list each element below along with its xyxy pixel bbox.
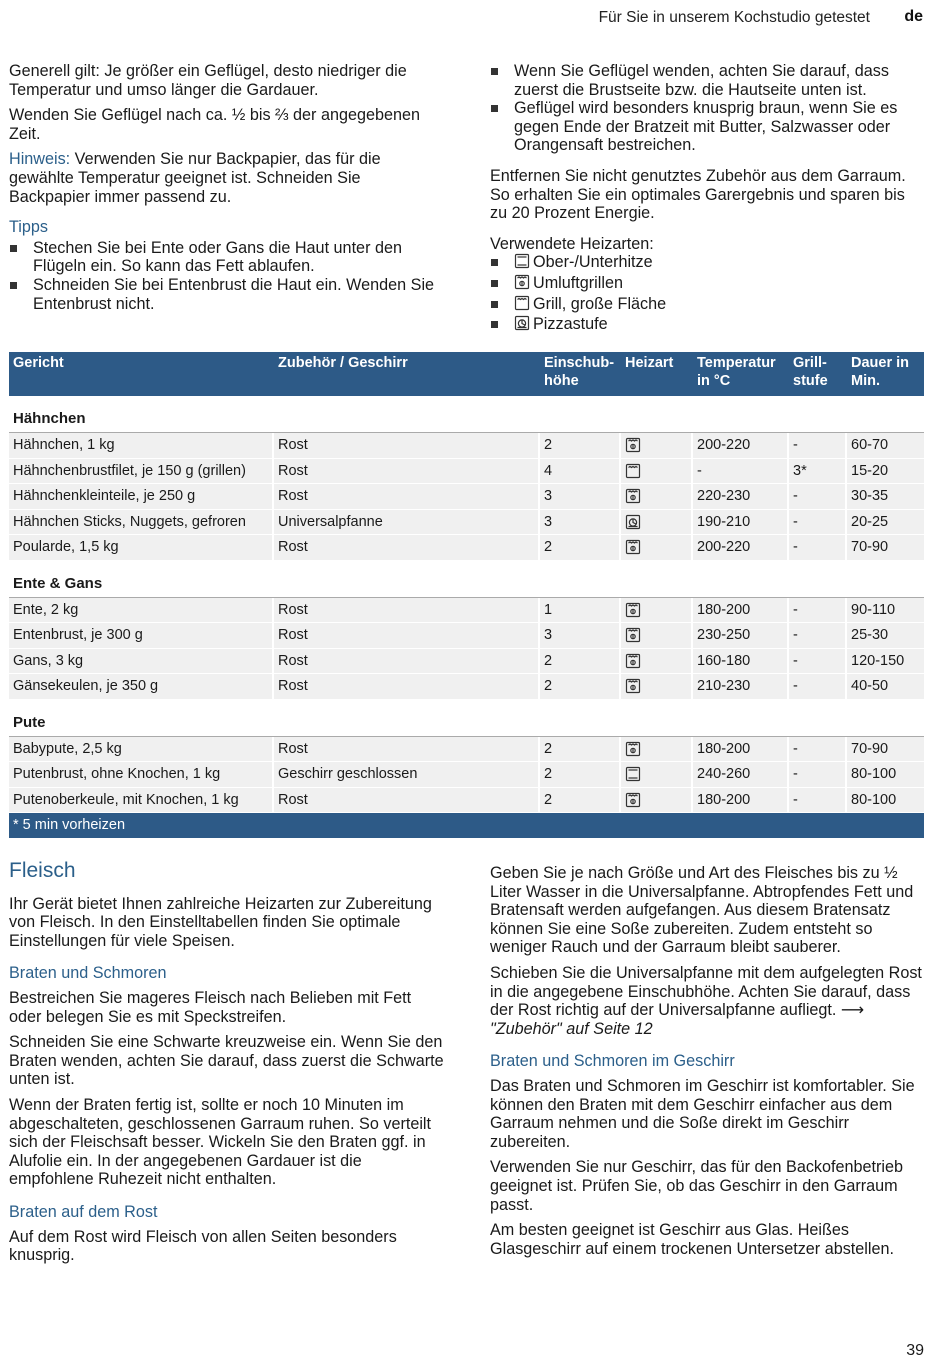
cell-grill: - [789, 433, 847, 459]
cell-accessory: Rost [274, 649, 540, 675]
language-code: de [904, 8, 923, 25]
cell-temperature: 200-220 [693, 535, 789, 561]
grill-grosse-flaeche-icon [514, 295, 530, 316]
list-item: Geflügel wird besonders knusprig braun, wenn Sie es gegen Ende der Bratzeit mit Butter, Salzwasser oder Orangensaft bestreichen. [490, 99, 925, 155]
cell-accessory: Rost [274, 535, 540, 561]
umluftgrillen-icon [625, 488, 641, 504]
paragraph: Wenn der Braten fertig ist, sollte er noch 10 Minuten im abgeschalteten, geschlossenen Garraum ruhen. So verteilt sich der Fleischsaft besser. Wickeln Sie den Braten ggf. in Alufolie ein. In der angegebenen Gardauer ist die empfohlene Ruhezeit nicht enthalten. [9, 1095, 432, 1189]
table-row [9, 535, 924, 561]
cell-dish: Ente, 2 kg [9, 598, 274, 624]
table-row [9, 788, 924, 814]
cell-grill: - [789, 788, 847, 814]
table-row [9, 433, 924, 459]
cell-grill: - [789, 623, 847, 649]
header-mode: Heizart [625, 355, 674, 371]
arrow-icon: ⟶ [840, 1001, 865, 1020]
cell-dish: Putenbrust, ohne Knochen, 1 kg [9, 762, 274, 788]
paragraph: Ihr Gerät bietet Ihnen zahlreiche Heizarten zur Zubereitung von Fleisch. In den Einstelltabellen finden Sie optimale Einstellungen für viele Speisen. [9, 894, 432, 950]
cell-mode [621, 788, 693, 814]
right-bottom-column [490, 864, 925, 1265]
subheading-braten-rost: Braten auf dem Rost [9, 1202, 158, 1221]
table-header-row [9, 352, 924, 396]
cell-dish: Gänsekeulen, je 350 g [9, 674, 274, 700]
heating-modes-list [490, 253, 925, 335]
cell-mode [621, 433, 693, 459]
ober-unterhitze-icon [514, 253, 530, 274]
cell-accessory: Rost [274, 737, 540, 763]
table-group-heading: Ente & Gans [9, 561, 924, 598]
umluftgrillen-icon [625, 741, 641, 757]
cell-level: 2 [540, 674, 621, 700]
cell-level: 2 [540, 762, 621, 788]
cell-time: 25-30 [847, 623, 924, 649]
umluftgrillen-icon [625, 627, 641, 643]
heating-mode-label: Pizzastufe [533, 315, 608, 334]
cell-grill: - [789, 737, 847, 763]
cell-time: 60-70 [847, 433, 924, 459]
cell-temperature: 210-230 [693, 674, 789, 700]
list-item: Schneiden Sie bei Entenbrust die Haut ein. Wenden Sie Entenbrust nicht. [9, 276, 444, 313]
cell-accessory: Rost [274, 788, 540, 814]
cell-level: 2 [540, 433, 621, 459]
cell-level: 3 [540, 510, 621, 536]
cell-grill: - [789, 484, 847, 510]
cell-mode [621, 535, 693, 561]
table-row [9, 649, 924, 675]
umluftgrillen-icon [514, 274, 530, 295]
cell-dish: Gans, 3 kg [9, 649, 274, 675]
heating-mode-item [490, 274, 925, 295]
hint-label: Hinweis: [9, 150, 71, 169]
cell-mode [621, 737, 693, 763]
left-bottom-column [9, 859, 444, 1272]
cell-accessory: Rost [274, 484, 540, 510]
cell-dish: Hähnchenbrustfilet, je 150 g (grillen) [9, 459, 274, 485]
paragraph: Verwenden Sie nur Geschirr, das für den Backofenbetrieb geeignet ist. Prüfen Sie, ob das Geschirr in den Garraum passt. [490, 1158, 904, 1214]
poultry-settings-table [9, 352, 924, 838]
heating-modes-heading: Verwendete Heizarten: [490, 234, 654, 253]
cell-temperature: 190-210 [693, 510, 789, 536]
cell-grill: - [789, 598, 847, 624]
cell-grill: - [789, 674, 847, 700]
umluftgrillen-icon [625, 602, 641, 618]
table-row [9, 459, 924, 485]
cell-level: 2 [540, 649, 621, 675]
paragraph: Schneiden Sie eine Schwarte kreuzweise ein. Wenn Sie den Braten wenden, achten Sie darauf, dass zuerst die Schwarte unten ist. [9, 1033, 444, 1089]
paragraph: Am besten geeignet ist Geschirr aus Glas. Heißes Glasgeschirr auf einem trockenen Untersetzer abstellen. [490, 1221, 894, 1258]
cell-temperature: 200-220 [693, 433, 789, 459]
cell-time: 20-25 [847, 510, 924, 536]
cell-level: 2 [540, 788, 621, 814]
pizzastufe-icon [514, 315, 530, 336]
section-heading-fleisch: Fleisch [9, 859, 76, 882]
cell-level: 3 [540, 623, 621, 649]
table-footnote: * 5 min vorheizen [9, 813, 924, 838]
cell-temperature: 230-250 [693, 623, 789, 649]
right-top-column [490, 62, 925, 343]
cell-accessory: Rost [274, 623, 540, 649]
heating-mode-item [490, 315, 925, 336]
cell-mode [621, 598, 693, 624]
cell-temperature: 160-180 [693, 649, 789, 675]
heating-mode-item [490, 253, 925, 274]
cell-mode [621, 623, 693, 649]
cell-accessory: Rost [274, 433, 540, 459]
cell-temperature: 180-200 [693, 788, 789, 814]
cell-temperature: - [693, 459, 789, 485]
table-group-heading: Pute [9, 700, 924, 737]
table-row [9, 623, 924, 649]
grill-grosse-flaeche-icon [625, 463, 641, 479]
cell-level: 4 [540, 459, 621, 485]
tips-list [9, 239, 444, 313]
paragraph: Bestreichen Sie mageres Fleisch nach Belieben mit Fett oder belegen Sie es mit Speckstreifen. [9, 988, 412, 1026]
cell-mode [621, 674, 693, 700]
heating-mode-item [490, 295, 925, 316]
cell-dish: Hähnchen Sticks, Nuggets, gefroren [9, 510, 274, 536]
header-level: Einschub- höhe [544, 355, 615, 389]
umluftgrillen-icon [625, 437, 641, 453]
cell-dish: Poularde, 1,5 kg [9, 535, 274, 561]
umluftgrillen-icon [625, 792, 641, 808]
cell-time: 40-50 [847, 674, 924, 700]
cell-accessory: Rost [274, 459, 540, 485]
cell-grill: 3* [789, 459, 847, 485]
umluftgrillen-icon [625, 653, 641, 669]
cell-grill: - [789, 535, 847, 561]
running-header-title: Für Sie in unserem Kochstudio getestet [598, 9, 870, 26]
cell-dish: Hähnchenkleinteile, je 250 g [9, 484, 274, 510]
left-top-column [9, 62, 444, 320]
paragraph: Schieben Sie die Universalpfanne mit dem aufgelegten Rost in die angegebene Einschubhöhe. Achten Sie darauf, dass der Rost richtig auf der Universalpfanne aufliegt. ⟶ "Zubehör" auf Seite 12 [490, 963, 922, 1038]
paragraph: Generell gilt: Je größer ein Geflügel, desto niedriger die Temperatur und umso länger die Gardauer. [9, 62, 407, 99]
cell-level: 2 [540, 535, 621, 561]
paragraph: Wenden Sie Geflügel nach ca. ½ bis ⅔ der angegebenen Zeit. [9, 106, 420, 143]
cell-mode [621, 510, 693, 536]
hint-text: Verwenden Sie nur Backpapier, das für die gewählte Temperatur geeignet ist. Schneiden Sie Backpapier immer passend zu. [9, 150, 381, 206]
cell-time: 70-90 [847, 737, 924, 763]
cell-dish: Entenbrust, je 300 g [9, 623, 274, 649]
header-accessory: Zubehör / Geschirr [278, 355, 408, 371]
tips-heading: Tipps [9, 218, 48, 237]
table-body [9, 396, 924, 813]
header-temperature: Temperatur in °C [697, 355, 776, 389]
table-group-heading: Hähnchen [9, 396, 924, 433]
list-item: Stechen Sie bei Ente oder Gans die Haut unter den Flügeln ein. So kann das Fett ablaufen. [9, 239, 444, 276]
cell-grill: - [789, 510, 847, 536]
cell-temperature: 180-200 [693, 737, 789, 763]
cell-mode [621, 762, 693, 788]
cell-time: 70-90 [847, 535, 924, 561]
table-row [9, 674, 924, 700]
cell-dish: Babypute, 2,5 kg [9, 737, 274, 763]
paragraph: Das Braten und Schmoren im Geschirr ist komfortabler. Sie können den Braten mit dem Geschirr einfacher aus dem Garraum nehmen und die Soße direkt im Geschirr zubereiten. [490, 1076, 915, 1151]
tips-list-continued [490, 62, 925, 155]
table-row [9, 762, 924, 788]
page-number: 39 [906, 1342, 924, 1359]
cell-mode [621, 484, 693, 510]
paragraph: Entfernen Sie nicht genutztes Zubehör aus dem Garraum. So erhalten Sie ein optimales Garergebnis und sparen bis zu 20 Prozent Energie. [490, 166, 906, 223]
cell-level: 1 [540, 598, 621, 624]
cell-accessory: Universalpfanne [274, 510, 540, 536]
cell-temperature: 180-200 [693, 598, 789, 624]
cell-time: 90-110 [847, 598, 924, 624]
cell-dish: Hähnchen, 1 kg [9, 433, 274, 459]
list-item: Wenn Sie Geflügel wenden, achten Sie darauf, dass zuerst die Brustseite bzw. die Hautseite unten ist. [490, 62, 925, 99]
cell-time: 80-100 [847, 788, 924, 814]
table-row [9, 484, 924, 510]
umluftgrillen-icon [625, 678, 641, 694]
heating-mode-label: Ober-/Unterhitze [533, 253, 653, 272]
cell-mode [621, 649, 693, 675]
table-row [9, 737, 924, 763]
cell-temperature: 220-230 [693, 484, 789, 510]
heating-mode-label: Umluftgrillen [533, 273, 623, 292]
table-row [9, 598, 924, 624]
ober-unterhitze-icon [625, 766, 641, 782]
cell-grill: - [789, 649, 847, 675]
cell-time: 120-150 [847, 649, 924, 675]
header-dish: Gericht [13, 355, 64, 371]
paragraph: Auf dem Rost wird Fleisch von allen Seiten besonders knusprig. [9, 1227, 397, 1265]
header-time: Dauer in Min. [851, 355, 910, 389]
heating-mode-label: Grill, große Fläche [533, 294, 667, 313]
cell-accessory: Geschirr geschlossen [274, 762, 540, 788]
cell-level: 3 [540, 484, 621, 510]
header-grill: Grill- stufe [793, 355, 828, 389]
cell-grill: - [789, 762, 847, 788]
cell-mode [621, 459, 693, 485]
pizzastufe-icon [625, 514, 641, 530]
cross-reference-link[interactable]: "Zubehör" auf Seite 12 [490, 1019, 653, 1038]
cell-dish: Putenoberkeule, mit Knochen, 1 kg [9, 788, 274, 814]
subheading-braten-schmoren: Braten und Schmoren [9, 964, 167, 983]
cell-accessory: Rost [274, 674, 540, 700]
cell-temperature: 240-260 [693, 762, 789, 788]
subheading-geschirr: Braten und Schmoren im Geschirr [490, 1052, 735, 1071]
cell-accessory: Rost [274, 598, 540, 624]
cell-level: 2 [540, 737, 621, 763]
cell-time: 80-100 [847, 762, 924, 788]
paragraph: Geben Sie je nach Größe und Art des Fleisches bis zu ½ Liter Wasser in die Universalpfanne. Abtropfendes Fett und Bratensaft werden aufgefangen. Aus diesem Bratensatz können Sie eine Soße zubereiten. Zudem entsteht so weniger Rauch und der Garraum bleibt sauberer. [490, 864, 914, 957]
cell-time: 30-35 [847, 484, 924, 510]
table-row [9, 510, 924, 536]
hint-paragraph [9, 150, 444, 206]
cell-time: 15-20 [847, 459, 924, 485]
umluftgrillen-icon [625, 539, 641, 555]
